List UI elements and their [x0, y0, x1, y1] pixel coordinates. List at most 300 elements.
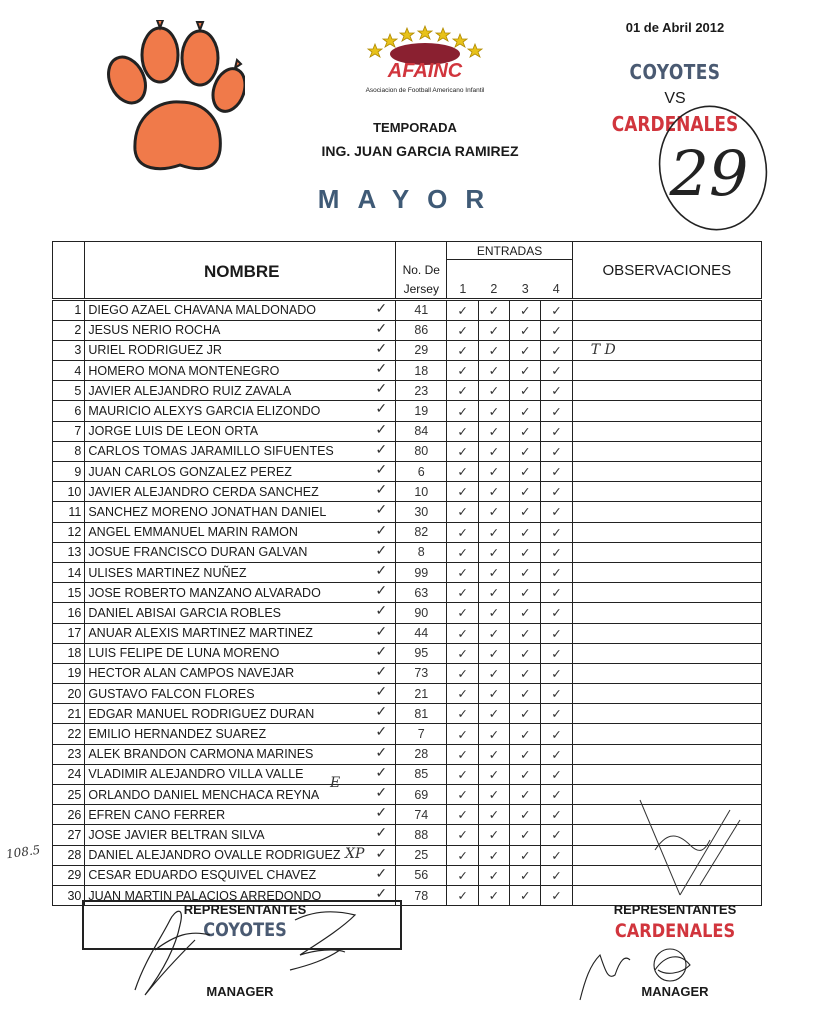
player-name-cell — [85, 401, 396, 421]
inning-check-icon: ✓ — [541, 825, 572, 845]
row-number: 30 — [53, 885, 85, 905]
inning-check-icon: ✓ — [541, 744, 572, 764]
player-name-cell — [85, 684, 396, 704]
inning-check-icon: ✓ — [447, 643, 478, 663]
inning-check-icon: ✓ — [541, 885, 572, 905]
jersey-number: 23 — [396, 381, 447, 401]
inning-check-icon: ✓ — [478, 825, 509, 845]
row-number: 17 — [53, 623, 85, 643]
jersey-number: 88 — [396, 825, 447, 845]
table-row — [53, 724, 762, 744]
inning-check-icon: ✓ — [478, 684, 509, 704]
observation-cell — [572, 744, 761, 764]
observation-cell — [572, 643, 761, 663]
observation-cell — [572, 482, 761, 502]
inning-check-icon: ✓ — [541, 522, 572, 542]
player-name-cell — [85, 320, 396, 340]
player-name: HECTOR ALAN CAMPOS NAVEJAR — [88, 666, 295, 681]
inning-check-icon: ✓ — [478, 401, 509, 421]
row-number: 19 — [53, 663, 85, 683]
player-name-cell — [85, 663, 396, 683]
division-title: MAYOR — [317, 184, 503, 214]
inning-check-icon: ✓ — [541, 340, 572, 360]
observation-cell — [572, 522, 761, 542]
check-icon: ✓ — [375, 481, 388, 498]
table-row — [53, 623, 762, 643]
jersey-number: 29 — [396, 340, 447, 360]
check-icon: ✓ — [375, 703, 388, 720]
header-obs-label: OBSERVACIONES — [602, 262, 732, 279]
observation-cell — [572, 764, 761, 784]
inning-check-icon: ✓ — [541, 583, 572, 603]
table-row — [53, 643, 762, 663]
observation-cell — [572, 441, 761, 461]
inning-check-icon: ✓ — [510, 340, 541, 360]
inning-check-icon: ✓ — [478, 623, 509, 643]
player-name-cell — [85, 825, 396, 845]
inning-check-icon: ✓ — [541, 785, 572, 805]
check-icon: ✓ — [375, 804, 388, 821]
check-icon: ✓ — [375, 461, 388, 477]
inning-check-icon: ✓ — [510, 502, 541, 522]
row-number: 2 — [53, 320, 85, 340]
inning-check-icon: ✓ — [447, 825, 478, 845]
row-number: 7 — [53, 421, 85, 441]
check-icon: ✓ — [375, 662, 388, 679]
inning-check-icon: ✓ — [447, 441, 478, 461]
player-name: HOMERO MONA MONTENEGRO — [88, 363, 280, 378]
inning-check-icon: ✓ — [447, 805, 478, 825]
player-name: URIEL RODRIGUEZ JR — [88, 343, 222, 358]
inning-check-icon: ✓ — [510, 764, 541, 784]
check-icon: ✓ — [375, 360, 388, 377]
inning-check-icon: ✓ — [510, 623, 541, 643]
observation-cell — [572, 462, 761, 482]
table-row — [53, 462, 762, 482]
row-number: 21 — [53, 704, 85, 724]
inning-check-icon: ✓ — [447, 684, 478, 704]
inning-check-icon: ✓ — [510, 684, 541, 704]
player-name: JAVIER ALEJANDRO RUIZ ZAVALA — [88, 383, 292, 398]
check-icon: ✓ — [375, 380, 388, 397]
observation-cell — [572, 361, 761, 381]
inning-check-icon: ✓ — [447, 603, 478, 623]
row-number: 20 — [53, 684, 85, 704]
jersey-number: 25 — [396, 845, 447, 865]
player-name-cell — [85, 623, 396, 643]
away-rep-label: REPRESENTANTES — [613, 902, 737, 917]
home-rep-label: REPRESENTANTES — [183, 902, 307, 917]
inning-check-icon: ✓ — [478, 482, 509, 502]
row-number: 16 — [53, 603, 85, 623]
inning-check-icon: ✓ — [478, 320, 509, 340]
player-name: ANGEL EMMANUEL MARIN RAMON — [88, 525, 298, 540]
observation-cell — [572, 623, 761, 643]
row-number: 10 — [53, 482, 85, 502]
jersey-number: 81 — [396, 704, 447, 724]
row-number: 4 — [53, 361, 85, 381]
jersey-number: 63 — [396, 583, 447, 603]
player-name-cell — [85, 805, 396, 825]
jersey-number: 30 — [396, 502, 447, 522]
inning-check-icon: ✓ — [541, 663, 572, 683]
inning-check-icon: ✓ — [478, 542, 509, 562]
player-name: JOSE JAVIER BELTRAN SILVA — [88, 827, 265, 842]
header-inning-1: 1 — [447, 260, 478, 300]
row-number: 29 — [53, 865, 85, 885]
inning-check-icon: ✓ — [510, 663, 541, 683]
player-name-cell — [85, 785, 396, 805]
check-icon: ✓ — [375, 723, 388, 740]
observation-cell — [572, 320, 761, 340]
row-number: 24 — [53, 764, 85, 784]
table-row — [53, 684, 762, 704]
inning-check-icon: ✓ — [478, 299, 509, 320]
inning-check-icon: ✓ — [541, 502, 572, 522]
inning-check-icon: ✓ — [447, 482, 478, 502]
margin-note-row29: XP — [345, 846, 365, 862]
player-name-cell — [85, 361, 396, 381]
player-name: DANIEL ALEJANDRO OVALLE RODRIGUEZ — [88, 848, 341, 863]
check-icon: ✓ — [375, 400, 388, 417]
table-row — [53, 482, 762, 502]
inning-check-icon: ✓ — [447, 502, 478, 522]
game-number-text: 29 — [669, 137, 749, 210]
player-name: CESAR EDUARDO ESQUIVEL CHAVEZ — [88, 868, 317, 883]
inning-check-icon: ✓ — [510, 724, 541, 744]
observation-cell: T D — [572, 340, 761, 360]
player-name-cell — [85, 704, 396, 724]
table-row — [53, 441, 762, 461]
inning-check-icon: ✓ — [541, 684, 572, 704]
table-row — [53, 299, 762, 320]
jersey-number: 56 — [396, 865, 447, 885]
player-name-cell — [85, 643, 396, 663]
table-row — [53, 603, 762, 623]
team-away-title: CARDENALES — [611, 112, 739, 136]
player-name: ANUAR ALEXIS MARTINEZ MARTINEZ — [88, 626, 313, 641]
player-name: JESUS NERIO ROCHA — [88, 323, 221, 338]
table-row — [53, 340, 762, 360]
inning-check-icon: ✓ — [478, 724, 509, 744]
inning-check-icon: ✓ — [510, 522, 541, 542]
inning-check-icon: ✓ — [541, 542, 572, 562]
check-icon: ✓ — [375, 784, 388, 800]
observation-cell — [572, 381, 761, 401]
check-icon: ✓ — [375, 582, 388, 599]
inning-check-icon: ✓ — [541, 482, 572, 502]
inning-check-icon: ✓ — [541, 421, 572, 441]
row-number: 14 — [53, 562, 85, 582]
inning-check-icon: ✓ — [478, 502, 509, 522]
table-row — [53, 583, 762, 603]
inning-check-icon: ✓ — [478, 643, 509, 663]
player-name: DIEGO AZAEL CHAVANA MALDONADO — [88, 303, 316, 318]
check-icon: ✓ — [375, 844, 388, 861]
header-jersey-top — [396, 242, 447, 260]
inning-check-icon: ✓ — [478, 340, 509, 360]
away-large-scribble — [620, 790, 760, 900]
player-name-cell — [85, 744, 396, 764]
player-name-cell — [85, 562, 396, 582]
inning-check-icon: ✓ — [478, 522, 509, 542]
player-name: MAURICIO ALEXYS GARCIA ELIZONDO — [88, 404, 321, 419]
check-icon: ✓ — [375, 622, 388, 639]
afainc-logo — [345, 22, 505, 107]
player-name: GUSTAVO FALCON FLORES — [88, 686, 255, 701]
observation-cell — [572, 724, 761, 744]
inning-check-icon: ✓ — [478, 361, 509, 381]
table-row — [53, 522, 762, 542]
inning-check-icon: ✓ — [541, 865, 572, 885]
player-name: CARLOS TOMAS JARAMILLO SIFUENTES — [88, 444, 334, 459]
player-name: EFREN CANO FERRER — [88, 807, 226, 822]
check-icon: ✓ — [375, 683, 388, 700]
jersey-number: 44 — [396, 623, 447, 643]
inning-check-icon: ✓ — [478, 805, 509, 825]
player-name: JORGE LUIS DE LEON ORTA — [88, 424, 259, 439]
inning-check-icon: ✓ — [510, 583, 541, 603]
inning-check-icon: ✓ — [447, 542, 478, 562]
table-row — [53, 421, 762, 441]
inning-check-icon: ✓ — [447, 340, 478, 360]
inning-check-icon: ✓ — [541, 724, 572, 744]
row-number: 22 — [53, 724, 85, 744]
inning-check-icon: ✓ — [541, 845, 572, 865]
inning-check-icon: ✓ — [447, 744, 478, 764]
inning-check-icon: ✓ — [541, 381, 572, 401]
inning-check-icon: ✓ — [447, 764, 478, 784]
home-rep-team: COYOTES — [203, 919, 287, 941]
away-rep-team: CARDENALES — [614, 920, 736, 942]
player-name: EDGAR MANUEL RODRIGUEZ DURAN — [88, 706, 315, 721]
inning-check-icon: ✓ — [541, 462, 572, 482]
jersey-number: 82 — [396, 522, 447, 542]
player-name-cell — [85, 381, 396, 401]
observation-cell — [572, 583, 761, 603]
header-number-cell — [53, 242, 85, 300]
inning-check-icon: ✓ — [447, 845, 478, 865]
observation-cell — [572, 421, 761, 441]
inning-check-icon: ✓ — [478, 462, 509, 482]
home-signatures — [115, 880, 395, 1010]
player-name-cell — [85, 421, 396, 441]
inning-check-icon: ✓ — [478, 603, 509, 623]
inning-check-icon: ✓ — [478, 562, 509, 582]
inning-check-icon: ✓ — [478, 764, 509, 784]
jersey-number: 84 — [396, 421, 447, 441]
inning-check-icon: ✓ — [510, 320, 541, 340]
inning-check-icon: ✓ — [447, 381, 478, 401]
jersey-number: 8 — [396, 542, 447, 562]
jersey-number: 41 — [396, 299, 447, 320]
inning-check-icon: ✓ — [510, 381, 541, 401]
inning-check-icon: ✓ — [510, 401, 541, 421]
header-inning-2: 2 — [478, 260, 509, 300]
row-number: 1 — [53, 299, 85, 320]
observation-cell — [572, 542, 761, 562]
row-number: 9 — [53, 462, 85, 482]
inning-check-icon: ✓ — [541, 623, 572, 643]
observation-cell — [572, 502, 761, 522]
inning-check-icon: ✓ — [541, 764, 572, 784]
inning-check-icon: ✓ — [510, 299, 541, 320]
inning-check-icon: ✓ — [478, 704, 509, 724]
away-manager-label: MANAGER — [641, 984, 709, 999]
header-jersey-line1: No. De — [396, 260, 447, 280]
row-number: 18 — [53, 643, 85, 663]
table-row — [53, 744, 762, 764]
player-name-cell — [85, 542, 396, 562]
table-row — [53, 542, 762, 562]
header-inning-3: 3 — [510, 260, 541, 300]
inning-check-icon: ✓ — [510, 421, 541, 441]
inning-check-icon: ✓ — [510, 845, 541, 865]
header-obs-cell — [572, 242, 761, 300]
inning-check-icon: ✓ — [478, 441, 509, 461]
inning-check-icon: ✓ — [478, 785, 509, 805]
table-header-row — [53, 242, 762, 260]
inning-check-icon: ✓ — [510, 885, 541, 905]
inning-check-icon: ✓ — [510, 361, 541, 381]
inning-check-icon: ✓ — [447, 562, 478, 582]
row-number: 13 — [53, 542, 85, 562]
player-name-cell — [85, 299, 396, 320]
observation-cell — [572, 299, 761, 320]
inning-check-icon: ✓ — [478, 381, 509, 401]
inning-check-icon: ✓ — [478, 865, 509, 885]
player-name-cell — [85, 764, 396, 784]
check-icon: ✓ — [375, 561, 388, 578]
inning-check-icon: ✓ — [541, 320, 572, 340]
inning-check-icon: ✓ — [510, 704, 541, 724]
player-name: JOSE ROBERTO MANZANO ALVARADO — [88, 585, 321, 600]
jersey-number: 99 — [396, 562, 447, 582]
inning-check-icon: ✓ — [510, 744, 541, 764]
check-icon: ✓ — [375, 642, 388, 659]
vs-label: VS — [664, 90, 686, 107]
jersey-number: 78 — [396, 885, 447, 905]
observation-cell — [572, 663, 761, 683]
inning-check-icon: ✓ — [478, 744, 509, 764]
player-name: ORLANDO DANIEL MENCHACA REYNA — [88, 787, 320, 802]
check-icon: ✓ — [375, 339, 388, 356]
afainc-logo-subtitle: Asociacion de Football Americano Infantil — [365, 87, 485, 94]
inning-check-icon: ✓ — [447, 583, 478, 603]
inning-check-icon: ✓ — [510, 562, 541, 582]
table-row — [53, 401, 762, 421]
inning-check-icon: ✓ — [447, 299, 478, 320]
observation-cell — [572, 603, 761, 623]
check-icon: ✓ — [375, 501, 388, 518]
inning-check-icon: ✓ — [447, 421, 478, 441]
row-number: 8 — [53, 441, 85, 461]
jersey-number: 90 — [396, 603, 447, 623]
inning-check-icon: ✓ — [510, 603, 541, 623]
header-inning-4: 4 — [541, 260, 572, 300]
row-number: 23 — [53, 744, 85, 764]
player-name: JUAN MARTIN PALACIOS ARREDONDO — [88, 888, 322, 903]
inning-check-icon: ✓ — [510, 805, 541, 825]
jersey-number: 10 — [396, 482, 447, 502]
row-number: 27 — [53, 825, 85, 845]
header-entries-cell — [447, 242, 572, 260]
row-number: 12 — [53, 522, 85, 542]
jersey-number: 7 — [396, 724, 447, 744]
inning-check-icon: ✓ — [510, 482, 541, 502]
game-number-handwritten — [655, 100, 770, 235]
player-name-cell — [85, 724, 396, 744]
table-row — [53, 663, 762, 683]
player-name: JOSUE FRANCISCO DURAN GALVAN — [88, 545, 308, 560]
check-icon: ✓ — [375, 763, 388, 780]
jersey-number: 69 — [396, 785, 447, 805]
player-name-cell — [85, 522, 396, 542]
header-jersey-line2: Jersey — [396, 280, 447, 300]
table-row — [53, 704, 762, 724]
jersey-number: 80 — [396, 441, 447, 461]
inning-check-icon: ✓ — [478, 885, 509, 905]
player-name-cell — [85, 462, 396, 482]
player-name-cell — [85, 502, 396, 522]
inning-check-icon: ✓ — [510, 785, 541, 805]
season-name: ING. JUAN GARCIA RAMIREZ — [321, 143, 519, 159]
inning-check-icon: ✓ — [447, 361, 478, 381]
jersey-number: 28 — [396, 744, 447, 764]
row-number: 11 — [53, 502, 85, 522]
margin-note-left: 108.5 — [5, 842, 42, 862]
row-number: 28 — [53, 845, 85, 865]
afainc-logo-text: AFAINC — [387, 60, 463, 82]
player-name-cell — [85, 482, 396, 502]
observation-cell — [572, 401, 761, 421]
inning-check-icon: ✓ — [447, 623, 478, 643]
check-icon: ✓ — [375, 319, 388, 336]
player-name-cell — [85, 583, 396, 603]
inning-check-icon: ✓ — [510, 825, 541, 845]
header-entries-label: ENTRADAS — [476, 243, 543, 258]
player-name-cell — [85, 603, 396, 623]
inning-check-icon: ✓ — [541, 562, 572, 582]
season-label: TEMPORADA — [373, 120, 457, 135]
jersey-number: 21 — [396, 684, 447, 704]
inning-check-icon: ✓ — [541, 704, 572, 724]
inning-check-icon: ✓ — [447, 401, 478, 421]
table-row — [53, 361, 762, 381]
inning-check-icon: ✓ — [447, 704, 478, 724]
inning-check-icon: ✓ — [541, 361, 572, 381]
table-row — [53, 320, 762, 340]
check-icon: ✓ — [375, 884, 388, 901]
check-icon: ✓ — [375, 743, 388, 760]
margin-note-row25: E — [330, 775, 341, 791]
jersey-number: 85 — [396, 764, 447, 784]
jersey-number: 19 — [396, 401, 447, 421]
row-number: 26 — [53, 805, 85, 825]
away-signatures — [570, 930, 730, 1010]
player-name-cell — [85, 340, 396, 360]
check-icon: ✓ — [375, 824, 388, 841]
inning-check-icon: ✓ — [478, 845, 509, 865]
inning-check-icon: ✓ — [447, 865, 478, 885]
inning-check-icon: ✓ — [478, 421, 509, 441]
inning-check-icon: ✓ — [447, 885, 478, 905]
player-name: VLADIMIR ALEJANDRO VILLA VALLE — [88, 767, 304, 782]
table-row — [53, 381, 762, 401]
game-date: 01 de Abril 2012 — [625, 20, 725, 35]
player-name: LUIS FELIPE DE LUNA MORENO — [88, 646, 280, 661]
inning-check-icon: ✓ — [541, 603, 572, 623]
